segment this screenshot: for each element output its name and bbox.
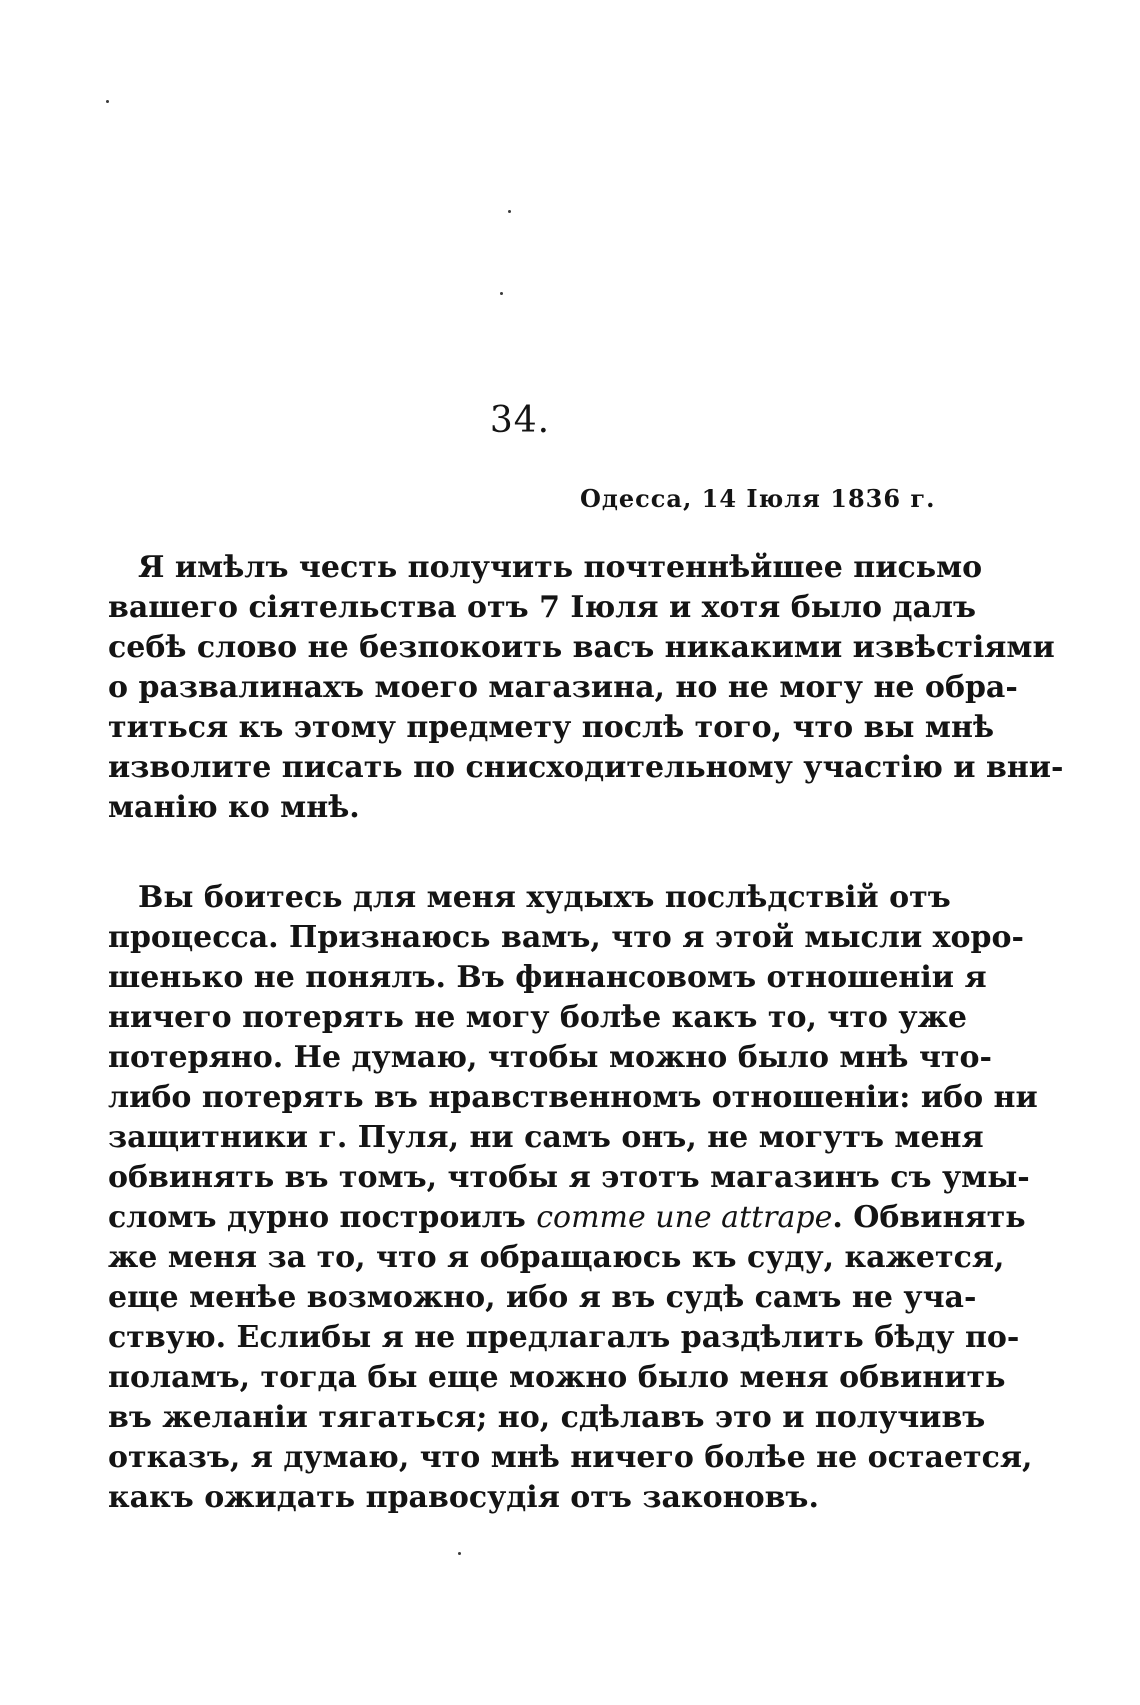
text-line: Я имѣлъ честь получить почтеннѣйшее письмо: [138, 550, 983, 585]
text-line: въ желаніи тягаться; но, сдѣлавъ это и получивъ: [108, 1400, 986, 1435]
text-line: титься къ этому предмету послѣ того, что вы мнѣ: [108, 710, 995, 745]
text-fragment: . Обвинять: [832, 1200, 1026, 1235]
text-line-with-foreign-phrase: [108, 1198, 1026, 1238]
text-line: о развалинахъ моего магазина, но не могу не обра-: [108, 670, 1018, 705]
text-line: ничего потерять не могу болѣе какъ то, что уже: [108, 1000, 967, 1035]
text-line: потеряно. Не думаю, чтобы можно было мнѣ что-: [108, 1040, 992, 1075]
print-speck: [106, 100, 109, 103]
text-line: защитники г. Пуля, ни самъ онъ, не могутъ меня: [108, 1120, 984, 1155]
text-line: обвинять въ томъ, чтобы я этотъ магазинъ съ умы-: [108, 1160, 1030, 1195]
text-fragment: сломъ дурно построилъ: [108, 1200, 537, 1235]
text-line: вашего сіятельства отъ 7 Іюля и хотя было далъ: [108, 590, 977, 625]
print-speck: [458, 1552, 461, 1555]
text-line: отказъ, я думаю, что мнѣ ничего болѣе не остается,: [108, 1440, 1033, 1475]
text-line: процесса. Признаюсь вамъ, что я этой мысли хоро-: [108, 920, 1024, 955]
text-line: же меня за то, что я обращаюсь къ суду, кажется,: [108, 1240, 1005, 1275]
text-line: себѣ слово не безпокоить васъ никакими извѣстіями: [108, 630, 1055, 665]
foreign-phrase: comme une attrape: [536, 1200, 833, 1235]
letter-number: 34.: [489, 400, 551, 441]
text-line: шенько не понялъ. Въ финансовомъ отношеніи я: [108, 960, 987, 995]
text-line: изволите писать по снисходительному участію и вни-: [108, 750, 1064, 785]
print-speck: [500, 292, 503, 295]
dateline: Одесса, 14 Іюля 1836 г.: [580, 484, 936, 513]
text-line: ствую. Еслибы я не предлагалъ раздѣлить бѣду по-: [108, 1320, 1020, 1355]
paragraph-2: [108, 878, 1038, 1518]
text-line: манію ко мнѣ.: [108, 790, 360, 825]
paragraph-1: [108, 548, 1064, 828]
print-speck: [508, 210, 511, 213]
text-line: какъ ожидать правосудія отъ законовъ.: [108, 1480, 819, 1515]
text-line: Вы боитесь для меня худыхъ послѣдствій отъ: [138, 880, 951, 915]
text-line: еще менѣе возможно, ибо я въ судѣ самъ не уча-: [108, 1280, 977, 1315]
text-line: либо потерять въ нравственномъ отношеніи: ибо ни: [108, 1080, 1038, 1115]
text-line: поламъ, тогда бы еще можно было меня обвинить: [108, 1360, 1006, 1395]
